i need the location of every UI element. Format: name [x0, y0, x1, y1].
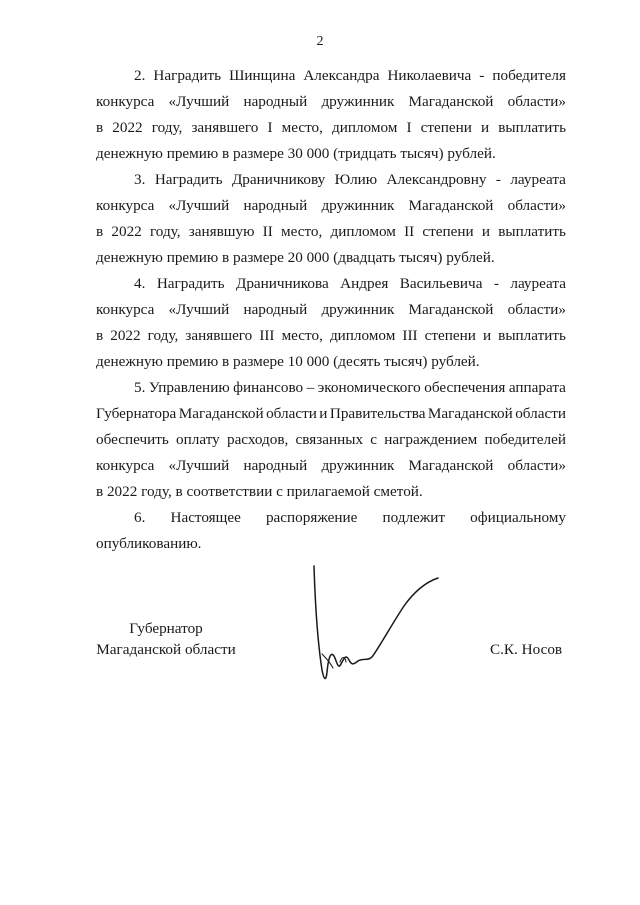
paragraph-line: Губернатора Магаданской области и Правительства Магаданской области — [96, 405, 566, 422]
page-number: 2 — [316, 34, 324, 49]
paragraph-6 — [96, 505, 566, 557]
paragraph-line: денежную премию в размере 20 000 (двадцать тысяч) рублей. — [96, 249, 495, 266]
signature-block — [0, 610, 640, 690]
paragraph-line: в 2022 году, занявшую II место, дипломом II степени и выплатить — [96, 223, 566, 240]
paragraph-line: конкурса «Лучший народный дружинник Магаданской области» — [96, 197, 566, 214]
paragraph-line: денежную премию в размере 10 000 (десять тысяч) рублей. — [96, 353, 480, 370]
paragraph-line: 4. Наградить Драничникова Андрея Васильевича - лауреата — [134, 275, 566, 292]
paragraph-line: в 2022 году, занявшего III место, дипломом III степени и выплатить — [96, 327, 566, 344]
signatory-title — [96, 618, 236, 660]
paragraph-line: денежную премию в размере 30 000 (тридцать тысяч) рублей. — [96, 145, 496, 162]
document-body — [96, 63, 566, 557]
paragraph-line: 5. Управлению финансово – экономического обеспечения аппарата — [134, 379, 566, 396]
signatory-title-line1: Губернатор — [129, 620, 203, 637]
paragraph-line: в 2022 году, занявшего I место, дипломом I степени и выплатить — [96, 119, 566, 136]
paragraph-line: 6. Настоящее распоряжение подлежит официальному — [134, 509, 566, 526]
paragraph-line: 2. Наградить Шинщина Александра Николаевича - победителя — [134, 67, 566, 84]
paragraph-2 — [96, 63, 566, 167]
paragraph-5 — [96, 375, 566, 505]
paragraph-line: конкурса «Лучший народный дружинник Магаданской области» — [96, 301, 566, 318]
paragraph-line: обеспечить оплату расходов, связанных с награждением победителей — [96, 431, 566, 448]
paragraph-line: конкурса «Лучший народный дружинник Магаданской области» — [96, 93, 566, 110]
handwritten-signature — [300, 558, 450, 688]
signatory-name: С.К. Носов — [490, 641, 563, 658]
paragraph-line: конкурса «Лучший народный дружинник Магаданской области» — [96, 457, 566, 474]
paragraph-line: 3. Наградить Драничникову Юлию Александровну - лауреата — [134, 171, 566, 188]
signatory-title-line2: Магаданской области — [96, 641, 236, 658]
paragraph-line: опубликованию. — [96, 535, 202, 552]
paragraph-line: в 2022 году, в соответствии с прилагаемой сметой. — [96, 483, 423, 500]
paragraph-3 — [96, 167, 566, 271]
paragraph-4 — [96, 271, 566, 375]
